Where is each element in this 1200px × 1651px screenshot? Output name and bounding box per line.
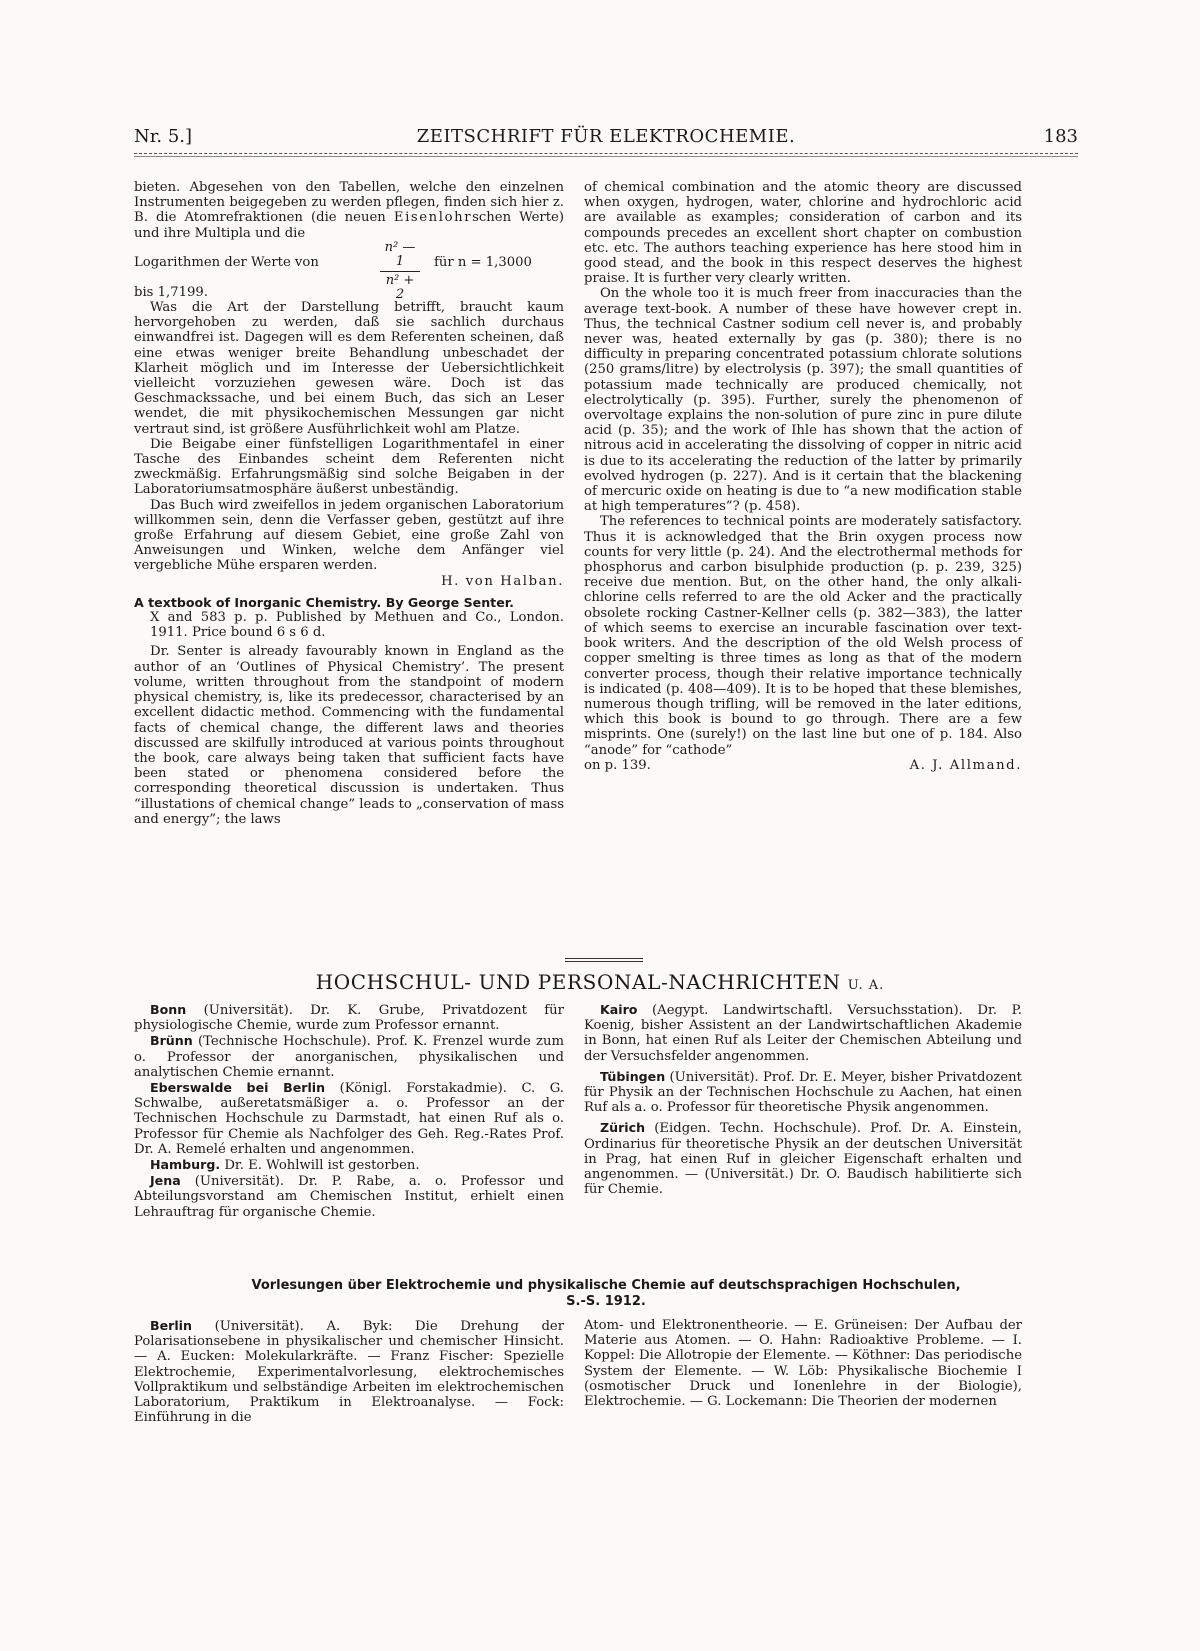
left-column (134, 180, 564, 827)
lectures-left-column (134, 1318, 564, 1425)
lectures-heading (134, 1278, 1078, 1310)
journal-title: ZEITSCHRIFT FÜR ELEKTROCHEMIE. (416, 126, 796, 147)
paragraph: Die Beigabe einer fünfstelligen Logarithmentafel in einer Tasche des Einbandes scheint dem Referenten nicht zweckmäßig. Erfahrungsmäßig sind solche Beigaben in der Laboratoriumsatmosphäre äußerst unbeständig. (134, 436, 564, 498)
news-place: Tübingen (600, 1068, 666, 1084)
lecture-text: (Universität). A. Byk: Die Drehung der Polarisationsebene in physikalischer und chemischer Hinsicht. — A. Eucken: Molekularkräfte. — Franz Fischer: Spezielle Elektrochemie, Experimentalvorlesung, elektrochemisches Vollpraktikum und selbständige Arbeiten im elektrochemischen Laboratorium, Praktikum in Elektroanalyse. — Fock: Einführung in die (134, 1319, 564, 1426)
news-place: Zürich (600, 1120, 646, 1136)
author-name: Eisenlohr (393, 210, 473, 226)
review-bibliography: X and 583 p. p. Published by Methuen and Co., London. 1911. Price bound 6 s 6 d. (150, 610, 564, 641)
reviewer-signature: A. J. Allmand. (909, 757, 1022, 773)
news-right-column (584, 1002, 1022, 1197)
paragraph: The references to technical points are moderately satisfactory. Thus it is acknowledged that the Brin oxygen process now counts for very little (p. 24). And the electrothermal methods for phosphorus and carbon bisulphide production (p. p. 239, 325) receive due mention. But, on the other hand, the only alkali-chlorine cells referred to are the old Acker and the practically obsolete rocking Castner-Kellner cells (p. 382—383), the latter of which seems to exercise an incurable fascination over text-book writers. And the description of the old Welsh process of copper smelting is three times as long as that of the modern converter process, though their relative importance technically is indicated (p. 408—409). It is to be hoped that these blemishes, numerous though trifling, will be removed in the later editions, which this book is bound to go through. There are a few misprints. One (surely!) on the last line but one of p. 184. Also “anode” for “cathode” (584, 514, 1022, 758)
news-text: (Technische Hochschule). Prof. K. Frenzel wurde zum o. Professor der anorganischen, physikalischen und analytischen Chemie ernannt. (134, 1034, 564, 1080)
section-divider (565, 961, 643, 962)
paragraph: On the whole too it is much freer from inaccuracies than the average text-book. A number of these have however crept in. Thus, the technical Castner sodium cell never is, and probably never was, heated externally by gas (p. 380); there is no difficulty in preparing concentrated potassium chlorate solutions (250 grams/litre) by electrolysis (p. 397); the small quantities of potassium made technically are produced chemically, not electrolytically (p. 395). Further, surely the phenomenon of overvoltage explains the non-solution of pure zinc in pure dilute acid (p. 35); and the work of Ihle has shown that the action of nitrous acid in accelerating the dissolving of copper in nitric acid is due to its accelerating the reduction of the latter by primarily evolved hydrogen (p. 227). And is it certain that the blackening of mercuric oxide on heating is due to “a new modification stable at high temperatures”? (p. 458). (584, 286, 1022, 515)
news-place: Hamburg. (150, 1157, 221, 1173)
news-place: Kairo (600, 1002, 638, 1017)
news-place: Jena (150, 1173, 181, 1189)
formula-fraction (380, 241, 420, 302)
fraction-denominator: n² + 2 (385, 272, 415, 302)
lecture-place: Berlin (150, 1318, 192, 1333)
news-left-column (134, 1002, 564, 1220)
text-line: schen Werte) und ihre Multipla und die (134, 210, 564, 241)
lectures-right-column (584, 1318, 1022, 1409)
formula-end: bis 1,7199. (134, 284, 208, 300)
section-title-suffix: U. A. (847, 978, 885, 993)
lectures-title: Vorlesungen über Elektrochemie und physikalische Chemie auf deutschsprachigen Hochschulen, (251, 1278, 961, 1293)
reviewer-signature: H. von Halban. (441, 573, 564, 589)
header-rule-solid (134, 156, 1078, 157)
news-text: (Universität). Dr. P. Rabe, a. o. Professor und Abteilungsvorstand am Chemischen Institut, erhielt einen Lehrauftrag für organische Chemie. (134, 1174, 564, 1220)
text-line: bieten. Abgesehen von den Tabellen, welche den einzelnen Instrumenten beigegeben zu werden pflegen, finden sich hier z. B. die Atomrefraktionen (die neuen (134, 180, 564, 226)
section-title-text: HOCHSCHUL- UND PERSONAL-NACHRICHTEN (315, 970, 841, 994)
page-number: 183 (1043, 126, 1078, 147)
lectures-term: S.-S. 1912. (566, 1294, 646, 1309)
formula-label: Logarithmen der Werte von (134, 254, 319, 270)
paragraph: Das Buch wird zweifellos in jedem organischen Laboratorium willkommen sein, denn die Verfasser geben, gestützt auf ihre große Erfahrung auf diesem Gebiet, eine große Zahl von Anweisungen und Winken, welche dem Anfänger viel vergebliche Mühe ersparen werden. (134, 497, 564, 574)
news-place: Eberswalde bei Berlin (150, 1080, 326, 1096)
section-divider (565, 958, 643, 959)
news-text: Dr. E. Wohlwill ist gestorben. (224, 1158, 420, 1174)
review-title: A textbook of Inorganic Chemistry. By George Senter. (134, 594, 514, 610)
paragraph: Was die Art der Darstellung betrifft, braucht kaum hervorgehoben zu werden, daß sie sachlich durchaus einwandfrei ist. Dagegen will es dem Referenten scheinen, daß eine etwas weniger breite Behandlung unbeschadet der Klarheit möglich und im Interesse der Uebersichtlichkeit vielleicht vorzuziehen gewesen wäre. Doch ist das Geschmackssache, und bei einem Buch, das sich an Leser wendet, die mit physikochemischen Messungen gar nicht vertraut sind, ist größere Ausführlichkeit wohl am Platze. (134, 300, 564, 437)
news-place: Brünn (150, 1033, 193, 1049)
page-header (134, 126, 1078, 148)
news-text: (Universität). Dr. K. Grube, Privatdozent für physiologische Chemie, wurde zum Professor ernannt. (134, 1003, 564, 1034)
section-title (190, 970, 1010, 994)
news-text: (Aegypt. Landwirtschaftl. Versuchsstation). Dr. P. Koenig, bisher Assistent an der Landwirtschaftlichen Akademie in Bonn, hat einen Ruf als Leiter der Chemischen Abteilung und der Versuchsfelder angenommen. (584, 1003, 1022, 1064)
lecture-text: Atom- und Elektronentheorie. — E. Grüneisen: Der Aufbau der Materie aus Atomen. — O. Hahn: Radioaktive Probleme. — I. Koppel: Die Allotropie der Elemente. — Köthner: Das periodische System der Elemente. — W. Löb: Physikalische Biochemie I (osmotischer Druck und Ionenlehre in der Biologie), Elektrochemie. — G. Lockemann: Die Theorien der modernen (584, 1318, 1022, 1410)
signature-line (584, 758, 1022, 773)
header-rule (134, 153, 1078, 154)
paragraph: Dr. Senter is already favourably known in England as the author of an ‘Outlines of Physical Chemistry’. The present volume, written throughout from the standpoint of modern physical chemistry, is, like its predecessor, characterised by an excellent didactic method. Commencing with the fundamental facts of chemical change, the different laws and theories discussed are skilfully introduced at various points throughout the book, care always being taken that sufficient facts have been stated or phenomena considered before the corresponding theoretical discussion is undertaken. Thus “illustations of chemical change” leads to „conservation of mass and energy”; the laws (134, 644, 564, 827)
news-text: (Universität). Prof. Dr. E. Meyer, bisher Privatdozent für Physik an der Technischen Hochschule zu Aachen, hat einen Ruf als a. o. Professor für theoretische Physik angenommen. (584, 1069, 1022, 1116)
news-place: Bonn (150, 1002, 187, 1017)
news-text: (Königl. Forstakadmie). C. G. Schwalbe, außeretatsmäßiger a. o. Professor an der Technischen Hochschule zu Darmstadt, hat einen Ruf als o. Professor für Chemie als Nachfolger des Geh. Reg.-Rates Prof. Dr. A. Remelé erhalten und angenommen. (134, 1081, 564, 1157)
paragraph: of chemical combination and the atomic theory are discussed when oxygen, hydrogen, water, chlorine and hydrochloric acid are available as examples; consideration of carbon and its compounds precedes an excellent short chapter on combustion etc. etc. The authors teaching experience has here stood him in good stead, and the book in this respect deserves the highest praise. It is further very clearly written. (584, 180, 1022, 287)
news-text: (Eidgen. Techn. Hochschule). Prof. Dr. A. Einstein, Ordinarius für theoretische Physik an der deutschen Universität in Prag, hat einen Ruf in gleicher Eigenschaft erhalten und angenommen. — (Universität.) Dr. O. Baudisch habilitierte sich für Chemie. (584, 1121, 1022, 1198)
issue-number: Nr. 5.] (134, 126, 193, 147)
right-column (584, 180, 1022, 773)
fraction-numerator: n² — 1 (380, 241, 420, 272)
formula-condition: für n = 1,3000 (434, 254, 532, 270)
text-line: on p. 139. (584, 757, 651, 773)
